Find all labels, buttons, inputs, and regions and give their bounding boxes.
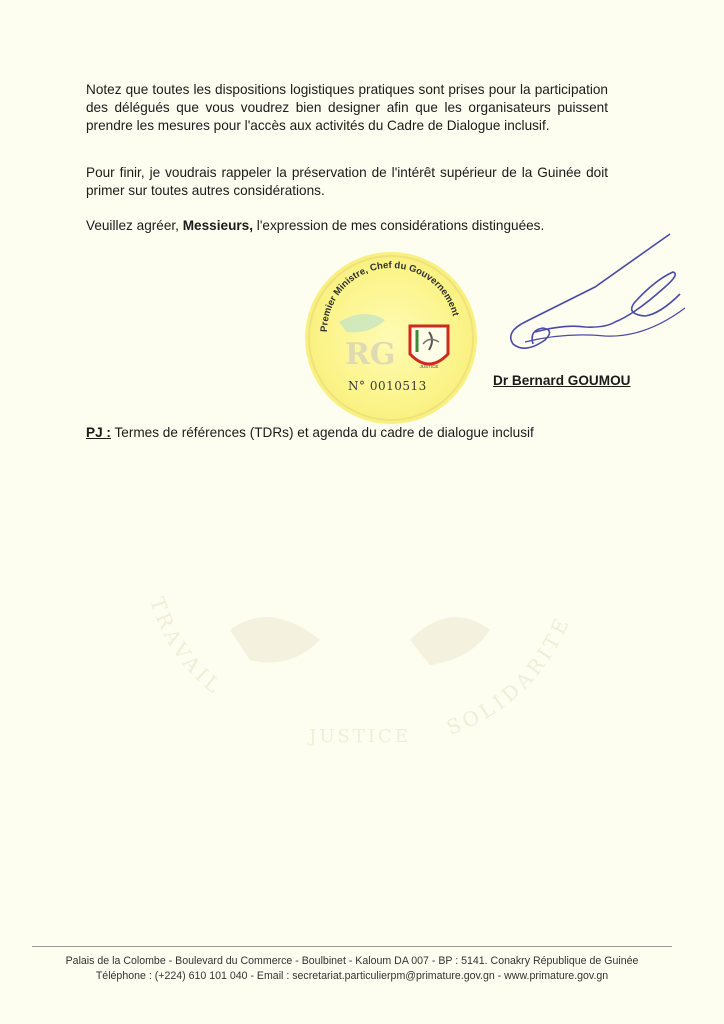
seal-serial-number: N° 0010513: [348, 379, 427, 393]
closing-before: Veuillez agréer,: [86, 218, 183, 233]
footer-address: Palais de la Colombe - Boulevard du Commerce - Boulbinet - Kaloum DA 007 - BP : 5141. Conakry République de Guinée: [65, 955, 639, 967]
watermark-right-text: SOLIDARITE: [443, 611, 576, 740]
official-seal: [305, 252, 477, 424]
seal-ring-text: Premier Ministre, Chef du Gouvernement: [318, 259, 461, 333]
footer-divider: [32, 946, 672, 947]
paragraph-logistics: Notez que toutes les dispositions logistiques pratiques sont prises pour la participation des délégués que vous voudrez bien designer afin que les organisateurs puissent prendre les mesures pour l'accès aux activités du Cadre de Dialogue inclusif.: [86, 82, 608, 133]
attachment-line: [86, 424, 534, 442]
seal-letters: RG: [345, 337, 396, 372]
attachment-text: Termes de références (TDRs) et agenda du cadre de dialogue inclusif: [110, 425, 534, 440]
paragraph-conclusion: Pour finir, je voudrais rappeler la préservation de l'intérêt supérieur de la Guinée doit primer sur toutes autres considérations.: [86, 165, 608, 198]
guinea-coat-of-arms-icon: [410, 326, 448, 369]
closing-after: l'expression de mes considérations distinguées.: [253, 218, 545, 233]
emblem-motto: JUSTICE: [419, 364, 439, 369]
handwritten-signature: [495, 232, 695, 372]
footer-contact: Téléphone : (+224) 610 101 040 - Email : secretariat.particulierpm@primature.gov.gn - www.primature.gov.gn: [95, 970, 609, 982]
closing-addressee: Messieurs,: [182, 218, 254, 233]
signatory-name: Dr Bernard GOUMOU: [493, 373, 631, 388]
watermark-emblem: [120, 560, 600, 780]
attachment-label: PJ :: [86, 425, 111, 440]
watermark-left-text: TRAVAIL: [145, 594, 228, 700]
watermark-center-text: JUSTICE: [309, 726, 411, 747]
